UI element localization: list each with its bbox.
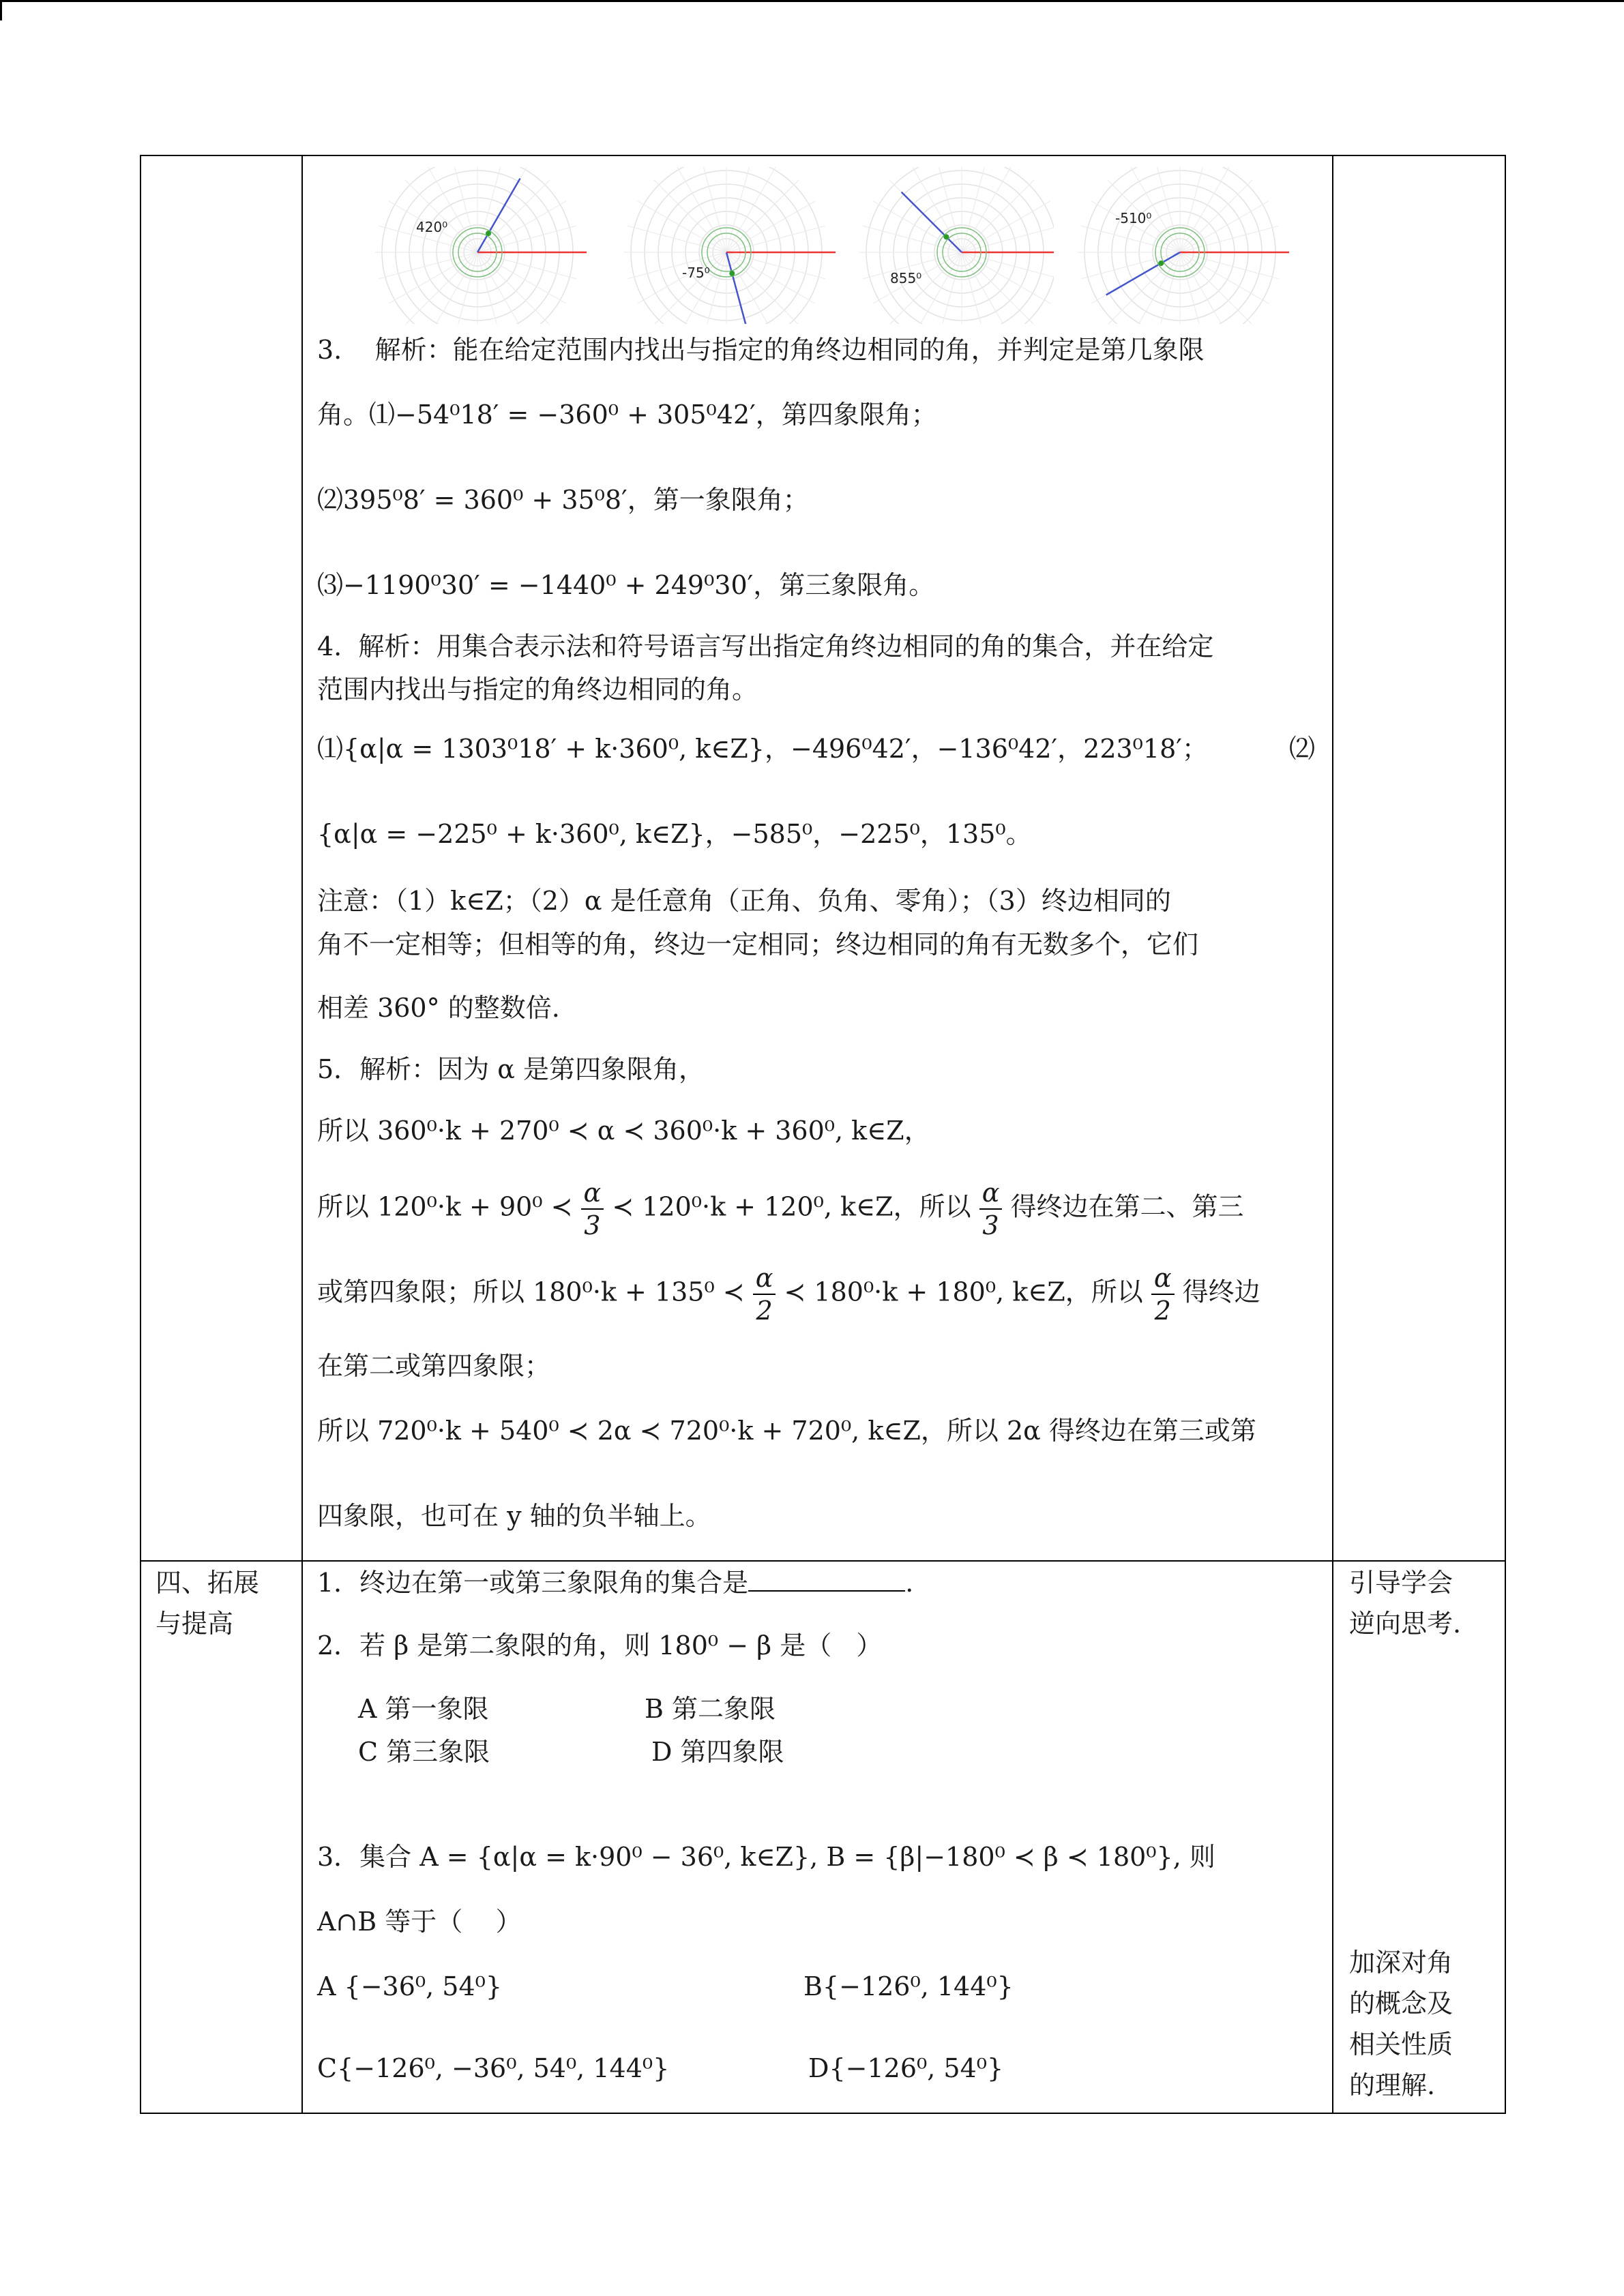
page-top-border (0, 0, 1624, 2)
s5-line2-c: 得终边在第二、第三 (1010, 1191, 1244, 1222)
q1-end: . (905, 1568, 914, 1598)
frac-num: α (979, 1180, 1003, 1210)
q3-option-c: C{−126⁰, −36⁰, 54⁰, 144⁰} (317, 2053, 670, 2083)
note-bottom-2: 的概念及 (1349, 1988, 1453, 2018)
angle-diagrams (355, 160, 1310, 324)
s5-line2-a: 所以 120⁰·k + 90⁰ ≺ (317, 1191, 573, 1222)
angle-label: -75⁰ (682, 265, 710, 281)
note-top-2: 逆向思考. (1349, 1609, 1462, 1639)
row-divider (140, 1560, 1506, 1562)
s3-head: 3. 解析：能在给定范围内找出与指定的角终边相同的角，并判定是第几象限 (317, 335, 1205, 365)
s4-note3: 相差 360° 的整数倍. (317, 993, 560, 1023)
terminal-side (902, 192, 962, 252)
s4-line2: {α|α = −225⁰ + k·360⁰, k∈Z}，−585⁰，−225⁰，135⁰。 (317, 819, 1032, 849)
fraction-alpha-over-2 (753, 1265, 776, 1324)
note-top-1: 引导学会 (1349, 1568, 1453, 1598)
note-bottom-3: 相关性质 (1349, 2029, 1453, 2059)
s5-line3-c: 得终边 (1182, 1277, 1260, 1307)
s5-line3-a: 或第四象限；所以 180⁰·k + 135⁰ ≺ (317, 1277, 745, 1307)
angle-diagram-4 (1064, 160, 1296, 324)
rotation-arrow (486, 230, 491, 236)
angle-label: 855⁰ (890, 270, 922, 286)
s3-line1: 角。⑴−54⁰18′ = −360⁰ + 305⁰42′，第四象限角； (317, 400, 937, 430)
s4-note2: 角不一定相等；但相等的角，终边一定相同；终边相同的角有无数多个，它们 (317, 929, 1199, 959)
col-divider-2 (1332, 155, 1333, 2114)
s5-head: 5．解析：因为 α 是第四象限角， (317, 1054, 705, 1084)
frac-den: 2 (1154, 1296, 1171, 1326)
q3-option-d: D{−126⁰, 54⁰} (808, 2053, 1004, 2083)
note-bottom-1: 加深对角 (1349, 1948, 1453, 1978)
q2-option-a: A 第一象限 (358, 1694, 489, 1724)
frac-den: 3 (982, 1210, 999, 1240)
fraction-alpha-over-3-b (979, 1180, 1003, 1238)
q3-option-a: A {−36⁰, 54⁰} (317, 1971, 503, 2001)
q2-option-b: B 第二象限 (645, 1694, 776, 1724)
frac-num: α (581, 1180, 604, 1210)
fraction-alpha-over-3 (581, 1180, 604, 1238)
angle-diagram-1 (361, 160, 593, 324)
answer-blank[interactable] (748, 1570, 905, 1592)
page-left-tick (0, 0, 2, 20)
q3-line2: A∩B 等于（ ） (317, 1907, 522, 1937)
frac-den: 3 (584, 1210, 601, 1240)
s5-line2-b: ≺ 120⁰·k + 120⁰, k∈Z，所以 (612, 1191, 971, 1222)
angle-label: 420⁰ (416, 219, 448, 235)
col-divider-1 (301, 155, 303, 2114)
s4-note1: 注意：（1）k∈Z；（2）α 是任意角（正角、负角、零角）；（3）终边相同的 (317, 886, 1171, 916)
note-bottom-4: 的理解. (1349, 2070, 1436, 2100)
row2-label-2: 与提高 (156, 1609, 234, 1639)
s5-line3-b: ≺ 180⁰·k + 180⁰, k∈Z，所以 (784, 1277, 1143, 1307)
frac-num: α (753, 1265, 776, 1295)
q3-option-b: B{−126⁰, 144⁰} (803, 1971, 1014, 2001)
q2-option-c: C 第三象限 (358, 1737, 490, 1767)
angle-diagram-2 (610, 160, 842, 324)
rotation-arrow (1158, 260, 1164, 266)
s5-line1: 所以 360⁰·k + 270⁰ ≺ α ≺ 360⁰·k + 360⁰, k∈Z， (317, 1116, 930, 1146)
frac-den: 2 (756, 1296, 773, 1326)
angle-label: -510⁰ (1115, 210, 1152, 226)
s3-line2: ⑵395⁰8′ = 360⁰ + 35⁰8′，第一象限角； (317, 485, 809, 515)
rotation-arrow (729, 271, 735, 276)
rotation-arrow (943, 234, 949, 239)
s5-line5: 所以 720⁰·k + 540⁰ ≺ 2α ≺ 720⁰·k + 720⁰, k∈Z，所以 2α 得终边在第三或第 (317, 1416, 1256, 1446)
s5-line4: 在第二或第四象限； (317, 1351, 551, 1381)
s5-line3 (317, 1265, 1260, 1324)
row2-label-1: 四、拓展 (156, 1568, 260, 1598)
q2: 2．若 β 是第二象限的角，则 180⁰ − β 是（ ） (317, 1630, 883, 1660)
q2-option-d: D 第四象限 (651, 1737, 784, 1767)
s4-line1: ⑴{α|α = 1303⁰18′ + k·360⁰, k∈Z}，−496⁰42′，−136⁰42′，223⁰18′； (317, 734, 1208, 764)
fraction-alpha-over-2-b (1151, 1265, 1175, 1324)
s3-line3: ⑶−1190⁰30′ = −1440⁰ + 249⁰30′，第三象限角。 (317, 570, 935, 600)
s4-head: 4. 解析：用集合表示法和符号语言写出指定角终边相同的角的集合，并在给定 (317, 631, 1214, 661)
q1-text: 1．终边在第一或第三象限角的集合是 (317, 1568, 749, 1598)
frac-num: α (1151, 1265, 1175, 1295)
angle-diagram-3 (846, 160, 1078, 324)
terminal-side (1106, 252, 1180, 295)
s5-line2 (317, 1180, 1243, 1238)
q3: 3．集合 A = {α|α = k·90⁰ − 36⁰, k∈Z}, B = {β|−180⁰ ≺ β ≺ 180⁰}, 则 (317, 1842, 1215, 1872)
terminal-side (477, 179, 520, 252)
s5-line6: 四象限，也可在 y 轴的负半轴上。 (317, 1501, 711, 1531)
s4-line1-b: ⑵ (1289, 734, 1316, 764)
q1 (317, 1567, 913, 1600)
s4-head2: 范围内找出与指定的角终边相同的角。 (317, 674, 758, 704)
